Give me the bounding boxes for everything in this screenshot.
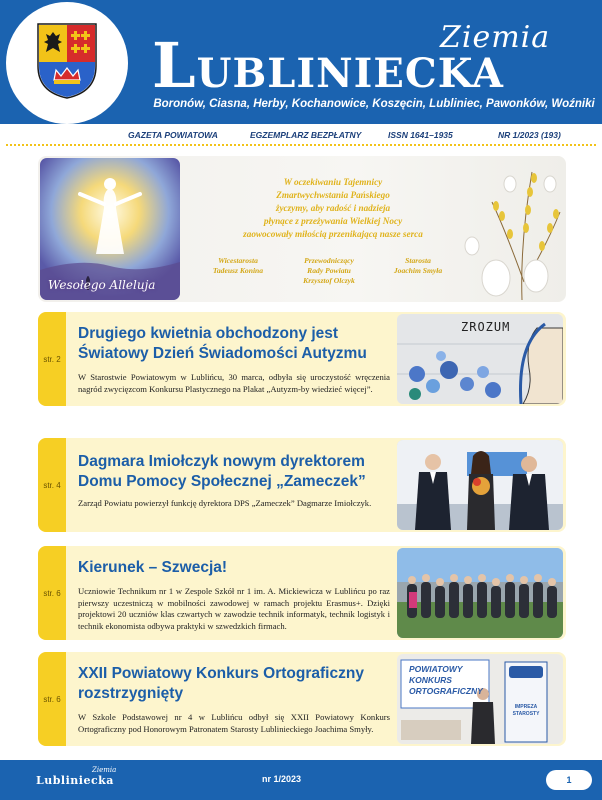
footer-logo-small: Ziemia (92, 766, 117, 774)
greeting-line: W oczekiwaniu Tajemnicy (283, 177, 383, 187)
article-page-ref: str. 6 (43, 588, 61, 598)
article-page-ref: str. 4 (43, 480, 61, 490)
article-page-ref: str. 6 (43, 694, 61, 704)
article-page-ref: str. 2 (43, 354, 61, 364)
signature-name: Krzysztof Olczyk (303, 276, 355, 285)
easter-greeting-banner (38, 156, 566, 302)
banner-line: KONKURS (409, 675, 452, 685)
info-issn: ISSN 1641–1935 (388, 130, 453, 140)
signature-role: Rady Powiatu (307, 266, 351, 275)
article-autism-day[interactable] (38, 312, 566, 406)
sign-line: STAROSTY (512, 711, 540, 717)
signature-name: Tadeusz Konina (212, 266, 264, 275)
article-sweden[interactable] (38, 546, 566, 640)
masthead-title-small: Ziemia (440, 20, 551, 55)
info-issue: NR 1/2023 (193) (498, 130, 561, 140)
easter-image-caption: Wesołego Alleluja (48, 278, 156, 292)
article-body: W Starostwie Powiatowym w Lublińcu, 30 marca, odbyła się uroczystość wręczenia nagród zwycięzcom Konkursu Plastycznego na Plakat „Autyzm-by wiedzieć więcej”. (78, 372, 390, 394)
article-headline[interactable] (78, 558, 388, 578)
article-new-director[interactable] (38, 438, 566, 532)
footer (0, 760, 602, 800)
headline-line: Drugiego kwietnia obchodzony jest (78, 325, 339, 342)
article-photo (397, 548, 563, 638)
article-body: Uczniowie Technikum nr 1 w Zespole Szkół nr 1 im. A. Mickiewicza w Lublińcu po raz pierwszy uczestniczą w mobilności zawodowej w ramach projektu Erasmus+. Dzięki projektowi 20 uczniów klas czwartych w zawodzie technik informatyk, technik logistyk i technik ekonomista odbywa praktyki w szwedzkich firmach. (78, 586, 390, 631)
contest-banner-text (409, 664, 489, 697)
dotted-divider (6, 144, 596, 146)
greeting-line: zaowocowały miłością przenikającą nasze serca (243, 229, 423, 239)
headline-line: Kierunek – Szwecja! (78, 559, 228, 576)
banner-line: ORTOGRAFICZNY (409, 686, 483, 696)
rollup-sign-text (509, 704, 543, 718)
article-headline[interactable] (78, 324, 388, 364)
info-gazette: GAZETA POWIATOWA (128, 130, 218, 140)
article-photo (397, 440, 563, 530)
headline-line: Domu Pomocy Społecznej „Zameczek” (78, 473, 366, 490)
headline-line: Dagmara Imiołczyk nowym dyrektorem (78, 453, 365, 470)
masthead-title-initial: L (152, 29, 197, 102)
masthead (0, 0, 602, 124)
greeting-line: płynące z przeżywania Wielkiej Nocy (263, 216, 403, 226)
resurrection-image (40, 158, 180, 300)
footer-page-number: 1 (546, 770, 592, 790)
article-photo (397, 654, 563, 744)
banner-line: POWIATOWY (409, 664, 463, 674)
poster-text: ZROZUM (461, 320, 511, 334)
signature-role: Przewodniczący (304, 256, 354, 265)
masthead-title (152, 29, 504, 102)
greeting-line: Zmartwychwstania Pańskiego (276, 190, 390, 200)
three-people-photo-icon (397, 440, 563, 530)
article-body: W Szkole Podstawowej nr 4 w Lublińcu odbył się XXII Powiatowy Konkurs Ortograficzny pod Honorowym Patronatem Starosty Lublinieckiego Joachima Smyły. (78, 712, 390, 734)
article-spelling-contest[interactable] (38, 652, 566, 746)
article-headline[interactable] (78, 664, 388, 704)
easter-eggs-catkins-icon (462, 162, 566, 300)
info-free-copy: EGZEMPLARZ BEZPŁATNY (250, 130, 362, 140)
signature-starost (378, 256, 458, 276)
greeting-line: życzymy, aby radość i nadzieja (275, 203, 391, 213)
article-headline[interactable] (78, 452, 388, 492)
signature-role: Starosta (405, 256, 431, 265)
sign-line: IMPREZA (514, 704, 538, 710)
footer-logo-main: Lubliniecka (36, 774, 114, 787)
masthead-title-rest: UBLINIECKA (196, 50, 504, 97)
signature-vice-starost (198, 256, 278, 276)
article-photo (397, 314, 563, 404)
signature-role: Wicestarosta (218, 256, 258, 265)
article-body: Zarząd Powiatu powierzył funkcję dyrektora DPS „Zameczek” Dagmarze Imiołczyk. (78, 498, 372, 508)
signature-council-chair (284, 256, 374, 286)
masthead-towns: Boronów, Ciasna, Herby, Kochanowice, Koszęcin, Lubliniec, Pawonków, Woźniki (153, 98, 595, 110)
county-coat-of-arms-icon (36, 22, 98, 100)
headline-line: Światowy Dzień Świadomości Autyzmu (78, 345, 367, 362)
headline-line: rozstrzygnięty (78, 685, 184, 702)
headline-line: XXII Powiatowy Konkurs Ortograficzny (78, 665, 364, 682)
footer-issue: nr 1/2023 (262, 774, 302, 784)
signature-name: Joachim Smyła (393, 266, 443, 275)
easter-greeting-text (208, 176, 458, 241)
group-photo-icon (397, 548, 563, 638)
